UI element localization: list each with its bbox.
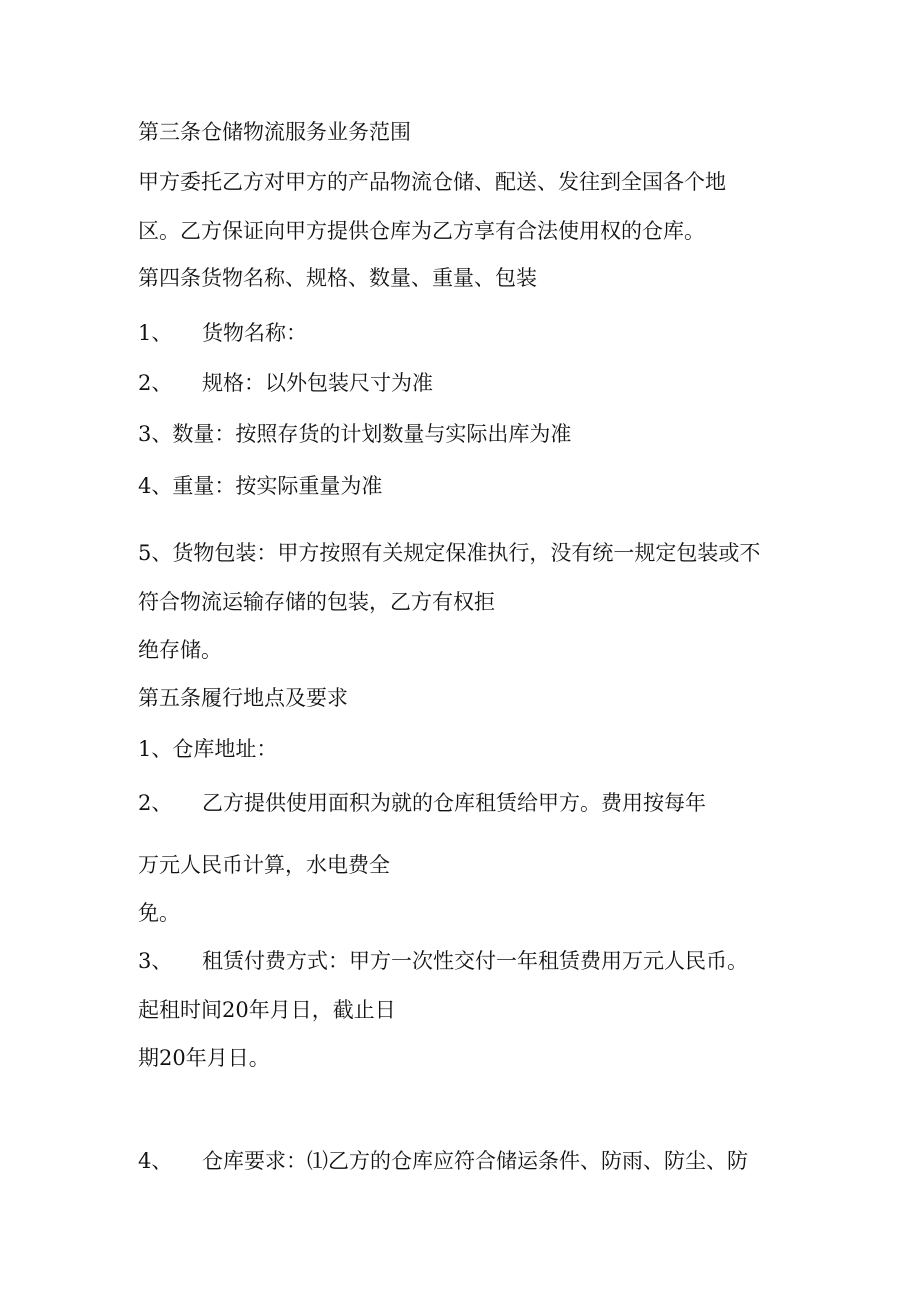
item-text: 租赁付费方式：甲方一次性交付一年租赁费用万元人民币。 — [202, 949, 748, 973]
article-4-heading: 第四条货物名称、规格、数量、重量、包装 — [138, 266, 537, 290]
item-number: 2、 — [138, 371, 173, 395]
article-3-paragraph-line-1: 甲方委托乙方对甲方的产品物流仓储、配送、发往到全国各个地 — [138, 170, 726, 194]
article-4-item-5-line-2: 符合物流运输存储的包装，乙方有权拒 — [138, 590, 495, 614]
article-5-item-1: 1、仓库地址： — [138, 737, 278, 761]
item-text: 乙方提供使用面积为就的仓库租赁给甲方。费用按每年 — [202, 791, 706, 815]
item-number: 1、 — [138, 321, 173, 345]
article-5-item-3-line-2: 起租时间20年月日，截止日 — [138, 998, 396, 1022]
article-4-item-5-line-1: 5、货物包装：甲方按照有关规定保准执行，没有统一规定包装或不 — [138, 541, 761, 565]
article-5-item-2-line-2: 万元人民币计算，水电费全 — [138, 853, 390, 877]
article-4-item-1 — [138, 319, 307, 347]
article-4-item-4: 4、重量：按实际重量为准 — [138, 474, 383, 498]
article-4-item-3: 3、数量：按照存货的计划数量与实际出库为准 — [138, 422, 572, 446]
item-text: 规格：以外包装尺寸为准 — [202, 371, 433, 395]
article-5-item-4 — [138, 1147, 748, 1175]
item-number: 3、 — [138, 949, 173, 973]
article-5-heading: 第五条履行地点及要求 — [138, 686, 348, 710]
item-number: 4、 — [138, 1149, 173, 1173]
article-4-item-5-line-3: 绝存储。 — [138, 638, 222, 662]
item-number: 2、 — [138, 791, 173, 815]
item-text: 仓库要求：⑴乙方的仓库应符合储运条件、防雨、防尘、防 — [202, 1149, 748, 1173]
item-text: 货物名称： — [202, 321, 307, 345]
article-5-item-3 — [138, 947, 748, 975]
article-3-paragraph-line-2: 区。乙方保证向甲方提供仓库为乙方享有合法使用权的仓库。 — [138, 219, 705, 243]
article-3-heading: 第三条仓储物流服务业务范围 — [138, 120, 411, 144]
article-5-item-2-line-3: 免。 — [138, 901, 180, 925]
article-4-item-2 — [138, 369, 433, 397]
article-5-item-2 — [138, 789, 706, 817]
article-5-item-3-line-3: 期20年月日。 — [138, 1046, 270, 1070]
